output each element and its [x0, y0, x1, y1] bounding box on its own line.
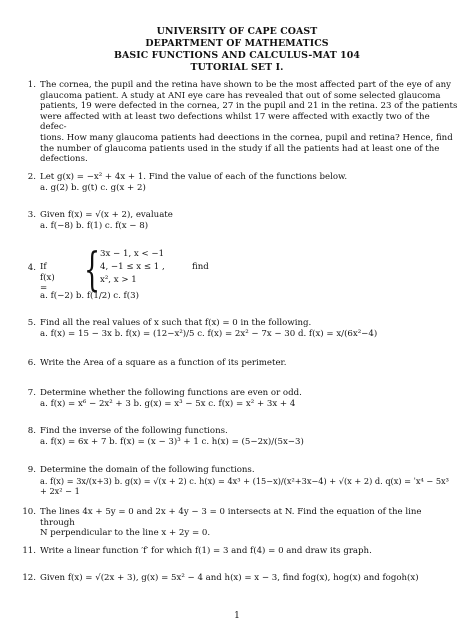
- question-text: [40, 210, 458, 231]
- question-number: 7.: [27, 388, 36, 398]
- question-number: 11.: [22, 546, 36, 556]
- text-line: a. f(x) = x⁶ − 2x² + 3 b. g(x) = x³ − 5x c. f(x) = x² + 3x + 4: [40, 398, 296, 409]
- question-text: [40, 465, 458, 497]
- piecewise-lead: If f(x) =: [40, 262, 55, 294]
- piecewise-cases: [100, 248, 165, 287]
- text-line: Determine whether the following functions are even or odd.: [40, 388, 302, 398]
- text-line: a. f(−8) b. f(1) c. f(x − 8): [40, 220, 149, 231]
- question-7: [18, 388, 458, 410]
- question-number: 4.: [27, 263, 36, 273]
- header-department: DEPARTMENT OF MATHEMATICS: [145, 38, 329, 49]
- header-tutorial: TUTORIAL SET I.: [190, 62, 284, 73]
- case-row: 4, −1 ≤ x ≤ 1 ,: [100, 262, 165, 272]
- text-line: a. g(2) b. g(t) c. g(x + 2): [40, 182, 146, 193]
- case-row: 3x − 1, x < −1: [100, 249, 165, 259]
- question-number: 12.: [22, 573, 36, 583]
- question-9: [18, 465, 458, 497]
- piecewise-tail: find: [192, 262, 209, 272]
- text-line: a. f(x) = 15 − 3x b. f(x) = (12−x²)/5 c. f(x) = 2x² − 7x − 30 d. f(x) = x/(6x²−4): [40, 328, 378, 339]
- header-course: BASIC FUNCTIONS AND CALCULUS-MAT 104: [113, 50, 361, 61]
- question-number: 3.: [27, 210, 36, 220]
- question-4: [18, 242, 458, 304]
- question-10: [18, 507, 458, 539]
- header-university: UNIVERSITY OF CAPE COAST: [156, 26, 318, 37]
- text-line: Find all the real values of x such that f(x) = 0 in the following.: [40, 318, 312, 328]
- question-number: 8.: [27, 426, 36, 436]
- question-text: [40, 291, 458, 302]
- question-5: [18, 318, 458, 340]
- question-number: 1.: [27, 80, 36, 90]
- question-3: [18, 210, 458, 232]
- text-line: Determine the domain of the following functions.: [40, 465, 255, 475]
- question-text: [40, 546, 458, 557]
- question-number: 10.: [22, 507, 36, 517]
- question-number: 6.: [27, 358, 36, 368]
- text-line: Write a linear function ′f′ for which f(1) = 3 and f(4) = 0 and draw its graph.: [40, 546, 372, 556]
- text-line: Find the inverse of the following functions.: [40, 426, 228, 436]
- case-row: x², x > 1: [100, 275, 137, 285]
- text-line: Given f(x) = √(x + 2), evaluate: [40, 210, 173, 220]
- question-number: 5.: [27, 318, 36, 328]
- text-line: The cornea, the pupil and the retina have shown to be the most affected part of the eye of any: [40, 80, 451, 90]
- question-text: [40, 318, 458, 339]
- question-number: 2.: [27, 172, 36, 182]
- text-line: patients, 19 were defected in the cornea, 27 in the pupil and 21 in the retina. 23 of the patients: [40, 101, 458, 112]
- brace-symbol: {: [84, 242, 101, 296]
- question-text: [40, 388, 458, 409]
- text-line: were affected with at least two defections whilst 17 were affected with exactly two of the defec-: [40, 111, 430, 133]
- question-11: [18, 546, 458, 558]
- text-line: the number of glaucoma patients used in the study if all the patients had at least one of the: [40, 143, 440, 154]
- text-line: a. f(x) = 3x/(x+3) b. g(x) = √(x + 2) c. h(x) = 4x³ + (15−x)/(x²+3x−4) + √(x + 2) d. q(x) = ˈx⁴ − 5x³ + 2x² − 1: [40, 475, 449, 497]
- question-text: [40, 426, 458, 447]
- text-line: glaucoma patient. A study at ANI eye care has revealed that out of some selected glaucoma: [40, 90, 441, 101]
- text-line: N perpendicular to the line x + 2y = 0.: [40, 528, 211, 539]
- text-line: tions. How many glaucoma patients had deections in the cornea, pupil and retina? Hence, find: [40, 132, 453, 143]
- question-text: [40, 573, 458, 584]
- question-8: [18, 426, 458, 448]
- question-1: [18, 80, 458, 165]
- text-line: The lines 4x + 5y = 0 and 2x + 4y − 3 = 0 intersects at N. Find the equation of the line through: [40, 507, 422, 528]
- question-text: [40, 172, 458, 193]
- question-text: [40, 507, 458, 539]
- question-text: [40, 80, 458, 165]
- text-line: Write the Area of a square as a function of its perimeter.: [40, 358, 287, 368]
- text-line: Let g(x) = −x² + 4x + 1. Find the value of each of the functions below.: [40, 172, 348, 182]
- question-number: 9.: [27, 465, 36, 475]
- question-6: [18, 358, 458, 370]
- question-2: [18, 172, 458, 194]
- text-line: a. f(x) = 6x + 7 b. f(x) = (x − 3)³ + 1 c. h(x) = (5−2x)/(5x−3): [40, 436, 304, 447]
- text-line: a. f(−2) b. f(1/2) c. f(3): [40, 291, 139, 301]
- page-number: 1: [234, 611, 240, 621]
- question-12: [18, 573, 458, 585]
- question-text: [40, 358, 458, 369]
- text-line: Given f(x) = √(2x + 3), g(x) = 5x² − 4 and h(x) = x − 3, find fog(x), hog(x) and fogoh(x): [40, 573, 419, 583]
- text-line: defections.: [40, 154, 88, 165]
